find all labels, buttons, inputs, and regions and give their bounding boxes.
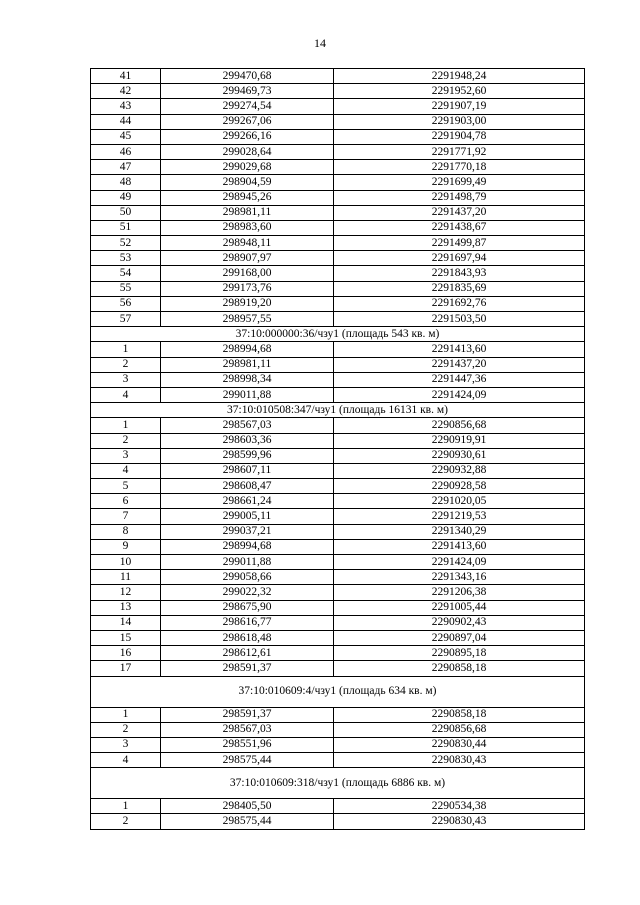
y-coordinate-cell: 2291699,49	[334, 175, 585, 190]
y-coordinate-cell: 2290902,43	[334, 615, 585, 630]
x-coordinate-cell: 299469,73	[161, 84, 334, 99]
x-coordinate-cell: 298981,11	[161, 357, 334, 372]
y-coordinate-cell: 2291219,53	[334, 509, 585, 524]
x-coordinate-cell: 298591,37	[161, 661, 334, 676]
table-row	[91, 814, 585, 829]
section-header-row	[91, 403, 585, 418]
point-number-cell: 2	[91, 722, 161, 737]
point-number-cell: 6	[91, 494, 161, 509]
x-coordinate-cell: 299029,68	[161, 160, 334, 175]
y-coordinate-cell: 2291020,05	[334, 494, 585, 509]
x-coordinate-cell: 299037,21	[161, 524, 334, 539]
point-number-cell: 47	[91, 160, 161, 175]
x-coordinate-cell: 298612,61	[161, 646, 334, 661]
x-coordinate-cell: 298957,55	[161, 312, 334, 327]
section-header-row	[91, 327, 585, 342]
table-row	[91, 570, 585, 585]
table-row	[91, 509, 585, 524]
table-row	[91, 281, 585, 296]
x-coordinate-cell: 298567,03	[161, 418, 334, 433]
table-row	[91, 129, 585, 144]
table-row	[91, 69, 585, 84]
point-number-cell: 11	[91, 570, 161, 585]
x-coordinate-cell: 299168,00	[161, 266, 334, 281]
y-coordinate-cell: 2291835,69	[334, 281, 585, 296]
coordinates-table-body	[91, 69, 585, 830]
point-number-cell: 14	[91, 615, 161, 630]
point-number-cell: 1	[91, 342, 161, 357]
point-number-cell: 41	[91, 69, 161, 84]
x-coordinate-cell: 299022,32	[161, 585, 334, 600]
point-number-cell: 52	[91, 236, 161, 251]
point-number-cell: 51	[91, 220, 161, 235]
point-number-cell: 56	[91, 296, 161, 311]
table-row	[91, 555, 585, 570]
table-row	[91, 433, 585, 448]
point-number-cell: 2	[91, 433, 161, 448]
y-coordinate-cell: 2290930,61	[334, 448, 585, 463]
y-coordinate-cell: 2291952,60	[334, 84, 585, 99]
y-coordinate-cell: 2291770,18	[334, 160, 585, 175]
x-coordinate-cell: 298575,44	[161, 753, 334, 768]
y-coordinate-cell: 2290895,18	[334, 646, 585, 661]
y-coordinate-cell: 2291499,87	[334, 236, 585, 251]
y-coordinate-cell: 2291904,78	[334, 129, 585, 144]
x-coordinate-cell: 298919,20	[161, 296, 334, 311]
x-coordinate-cell: 298608,47	[161, 479, 334, 494]
y-coordinate-cell: 2290858,18	[334, 707, 585, 722]
y-coordinate-cell: 2290858,18	[334, 661, 585, 676]
table-row	[91, 524, 585, 539]
table-row	[91, 539, 585, 554]
table-row	[91, 387, 585, 402]
point-number-cell: 1	[91, 799, 161, 814]
section-header: 37:10:000000:36/чзу1 (площадь 543 кв. м)	[91, 327, 585, 342]
table-row	[91, 722, 585, 737]
y-coordinate-cell: 2291413,60	[334, 342, 585, 357]
table-row	[91, 205, 585, 220]
table-row	[91, 357, 585, 372]
y-coordinate-cell: 2291771,92	[334, 144, 585, 159]
y-coordinate-cell: 2291413,60	[334, 539, 585, 554]
point-number-cell: 49	[91, 190, 161, 205]
point-number-cell: 15	[91, 630, 161, 645]
point-number-cell: 2	[91, 357, 161, 372]
table-row	[91, 707, 585, 722]
table-row	[91, 646, 585, 661]
x-coordinate-cell: 298983,60	[161, 220, 334, 235]
x-coordinate-cell: 298994,68	[161, 539, 334, 554]
table-row	[91, 190, 585, 205]
y-coordinate-cell: 2291343,16	[334, 570, 585, 585]
point-number-cell: 9	[91, 539, 161, 554]
point-number-cell: 46	[91, 144, 161, 159]
x-coordinate-cell: 298599,96	[161, 448, 334, 463]
x-coordinate-cell: 298616,77	[161, 615, 334, 630]
x-coordinate-cell: 298607,11	[161, 463, 334, 478]
point-number-cell: 4	[91, 753, 161, 768]
table-row	[91, 615, 585, 630]
point-number-cell: 45	[91, 129, 161, 144]
table-row	[91, 236, 585, 251]
y-coordinate-cell: 2291206,38	[334, 585, 585, 600]
y-coordinate-cell: 2291503,50	[334, 312, 585, 327]
table-row	[91, 114, 585, 129]
x-coordinate-cell: 299058,66	[161, 570, 334, 585]
y-coordinate-cell: 2290830,43	[334, 753, 585, 768]
table-row	[91, 99, 585, 114]
point-number-cell: 42	[91, 84, 161, 99]
table-row	[91, 600, 585, 615]
x-coordinate-cell: 298575,44	[161, 814, 334, 829]
x-coordinate-cell: 298661,24	[161, 494, 334, 509]
y-coordinate-cell: 2290928,58	[334, 479, 585, 494]
y-coordinate-cell: 2290856,68	[334, 722, 585, 737]
x-coordinate-cell: 299267,06	[161, 114, 334, 129]
table-row	[91, 753, 585, 768]
y-coordinate-cell: 2291437,20	[334, 205, 585, 220]
section-header: 37:10:010609:318/чзу1 (площадь 6886 кв. м)	[91, 768, 585, 799]
table-row	[91, 799, 585, 814]
x-coordinate-cell: 298904,59	[161, 175, 334, 190]
point-number-cell: 17	[91, 661, 161, 676]
point-number-cell: 53	[91, 251, 161, 266]
point-number-cell: 1	[91, 418, 161, 433]
table-row	[91, 479, 585, 494]
x-coordinate-cell: 298675,90	[161, 600, 334, 615]
point-number-cell: 7	[91, 509, 161, 524]
table-row	[91, 737, 585, 752]
point-number-cell: 43	[91, 99, 161, 114]
y-coordinate-cell: 2290919,91	[334, 433, 585, 448]
y-coordinate-cell: 2291948,24	[334, 69, 585, 84]
y-coordinate-cell: 2290897,04	[334, 630, 585, 645]
x-coordinate-cell: 298567,03	[161, 722, 334, 737]
table-row	[91, 661, 585, 676]
y-coordinate-cell: 2290932,88	[334, 463, 585, 478]
y-coordinate-cell: 2291498,79	[334, 190, 585, 205]
y-coordinate-cell: 2290830,43	[334, 814, 585, 829]
point-number-cell: 2	[91, 814, 161, 829]
point-number-cell: 10	[91, 555, 161, 570]
x-coordinate-cell: 298405,50	[161, 799, 334, 814]
point-number-cell: 50	[91, 205, 161, 220]
x-coordinate-cell: 298618,48	[161, 630, 334, 645]
point-number-cell: 12	[91, 585, 161, 600]
table-row	[91, 84, 585, 99]
x-coordinate-cell: 298591,37	[161, 707, 334, 722]
point-number-cell: 44	[91, 114, 161, 129]
x-coordinate-cell: 298981,11	[161, 205, 334, 220]
x-coordinate-cell: 298998,34	[161, 372, 334, 387]
section-header: 37:10:010609:4/чзу1 (площадь 634 кв. м)	[91, 676, 585, 707]
table-row	[91, 251, 585, 266]
y-coordinate-cell: 2290534,38	[334, 799, 585, 814]
y-coordinate-cell: 2290830,44	[334, 737, 585, 752]
x-coordinate-cell: 299470,68	[161, 69, 334, 84]
coordinates-table	[90, 68, 585, 830]
point-number-cell: 55	[91, 281, 161, 296]
y-coordinate-cell: 2291903,00	[334, 114, 585, 129]
table-row	[91, 220, 585, 235]
x-coordinate-cell: 298603,36	[161, 433, 334, 448]
point-number-cell: 3	[91, 372, 161, 387]
point-number-cell: 3	[91, 737, 161, 752]
table-row	[91, 463, 585, 478]
x-coordinate-cell: 299005,11	[161, 509, 334, 524]
table-row	[91, 144, 585, 159]
point-number-cell: 13	[91, 600, 161, 615]
table-row	[91, 494, 585, 509]
point-number-cell: 5	[91, 479, 161, 494]
table-row	[91, 266, 585, 281]
table-row	[91, 342, 585, 357]
point-number-cell: 3	[91, 448, 161, 463]
section-header: 37:10:010508:347/чзу1 (площадь 16131 кв. м)	[91, 403, 585, 418]
page-number: 14	[314, 36, 326, 50]
y-coordinate-cell: 2291005,44	[334, 600, 585, 615]
table-row	[91, 372, 585, 387]
point-number-cell: 57	[91, 312, 161, 327]
y-coordinate-cell: 2290856,68	[334, 418, 585, 433]
x-coordinate-cell: 298907,97	[161, 251, 334, 266]
x-coordinate-cell: 299028,64	[161, 144, 334, 159]
section-header-row	[91, 676, 585, 707]
table-row	[91, 296, 585, 311]
point-number-cell: 4	[91, 463, 161, 478]
section-header-row	[91, 768, 585, 799]
y-coordinate-cell: 2291424,09	[334, 387, 585, 402]
y-coordinate-cell: 2291340,29	[334, 524, 585, 539]
x-coordinate-cell: 298945,26	[161, 190, 334, 205]
point-number-cell: 4	[91, 387, 161, 402]
y-coordinate-cell: 2291843,93	[334, 266, 585, 281]
y-coordinate-cell: 2291437,20	[334, 357, 585, 372]
x-coordinate-cell: 298948,11	[161, 236, 334, 251]
y-coordinate-cell: 2291907,19	[334, 99, 585, 114]
x-coordinate-cell: 298551,96	[161, 737, 334, 752]
y-coordinate-cell: 2291697,94	[334, 251, 585, 266]
y-coordinate-cell: 2291447,36	[334, 372, 585, 387]
x-coordinate-cell: 299266,16	[161, 129, 334, 144]
point-number-cell: 48	[91, 175, 161, 190]
table-row	[91, 448, 585, 463]
x-coordinate-cell: 299011,88	[161, 387, 334, 402]
y-coordinate-cell: 2291692,76	[334, 296, 585, 311]
point-number-cell: 16	[91, 646, 161, 661]
table-row	[91, 160, 585, 175]
y-coordinate-cell: 2291424,09	[334, 555, 585, 570]
table-row	[91, 418, 585, 433]
x-coordinate-cell: 298994,68	[161, 342, 334, 357]
point-number-cell: 8	[91, 524, 161, 539]
point-number-cell: 54	[91, 266, 161, 281]
x-coordinate-cell: 299173,76	[161, 281, 334, 296]
point-number-cell: 1	[91, 707, 161, 722]
table-row	[91, 585, 585, 600]
table-row	[91, 175, 585, 190]
y-coordinate-cell: 2291438,67	[334, 220, 585, 235]
x-coordinate-cell: 299274,54	[161, 99, 334, 114]
table-row	[91, 312, 585, 327]
table-row	[91, 630, 585, 645]
x-coordinate-cell: 299011,88	[161, 555, 334, 570]
